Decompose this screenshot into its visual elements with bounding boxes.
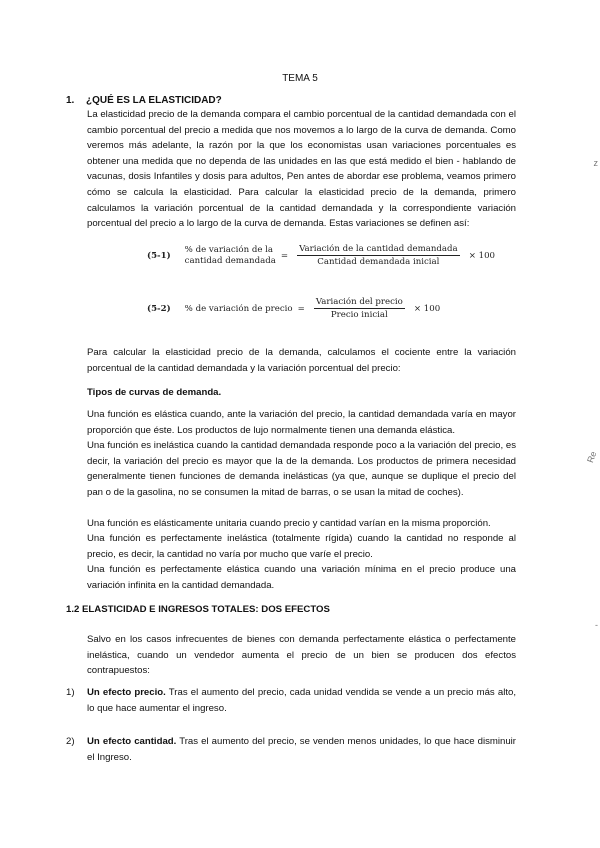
formula-5-2-times: × 100 [413,303,441,314]
formula-5-1-denominator: Cantidad demandada inicial [317,257,440,267]
tipos-heading: Tipos de curvas de demanda. [87,387,222,398]
list-item-body [87,734,516,765]
section-1-2-heading: 1.2 ELASTICIDAD E INGRESOS TOTALES: DOS EFECTOS [66,604,330,615]
formula-5-2 [147,297,445,320]
formula-5-2-equals: = [297,303,305,314]
formula-5-2-numerator: Variación del precio [315,297,403,307]
list-item-title: Un efecto precio. [87,687,166,698]
page-title: TEMA 5 [282,73,318,84]
margin-mark-1: z [593,158,598,168]
margin-mark-3: - [595,620,598,630]
list-item-number: 1) [66,687,75,698]
list-item-text: Tras el aumento del precio, se venden menos unidades, lo que hace disminuir el Ingreso. [87,736,516,763]
tipo-inelastica: Una función es inelástica cuando la cantidad demandada responde poco a la variación del precio, es decir, la variación del precio es mayor que la de la demanda. Los productos de primera necesidad generalmente tienen funciones de demanda inelásticas (ya que, aunque se duplique el precio del pan o de la gasolina, no se consumen la mitad de barras, o se usan la mitad de coches). [87,440,516,498]
list-item-number: 2) [66,736,75,747]
margin-mark-2: Re [585,449,599,465]
list-item-efecto-precio [66,685,516,716]
section-1-title: ¿QUÉ ES LA ELASTICIDAD? [86,95,222,106]
section-1-intro: La elasticidad precio de la demanda compara el cambio porcentual de la cantidad demandada con el cambio porcentual del precio a medida que nos movemos a lo largo de la curva de demanda. Como veremos más adelante, la razón por la que los economistas usan variaciones porcentuales es obtener una medida que no dependa de las unidades en las que está medido el bien - hablando de vacunas, dosis Infantiles y dosis para adultos, Pen antes de abordar ese problema, veamos primero cómo se calcula la elasticidad. Para calcular la elasticidad precio de la demanda, primero calculamos la variación porcentual de la cantidad demandada y la correspondiente variación porcentual del precio a lo largo de la curva de demanda. Estas variaciones se definen así: [87,109,516,230]
formula-5-1-lhs [185,245,276,267]
tipo-perfectamente-elastica: Una función es perfectamente elástica cuando una variación mínima en el precio produce una variación infinita en la cantidad demandada. [87,564,516,591]
formula-5-1-times: × 100 [468,250,496,261]
formula-5-1-lhs-line1: % de variación de la [184,244,274,255]
formula-5-1 [147,244,500,267]
section-1-heading [66,95,222,106]
list-item-title: Un efecto cantidad. [87,736,177,747]
formula-5-2-label: (5-2) [147,303,171,314]
section-1-2-intro: Salvo en los casos infrecuentes de bienes con demanda perfectamente elástica o perfectamente inelástica, cuando un vendedor aumenta el precio de un bien se producen dos efectos contrapuestos: [87,634,516,677]
list-item-text: Tras el aumento del precio, cada unidad vendida se vende a un precio más alto, lo que hace aumentar el ingreso. [87,687,516,714]
formula-5-1-label: (5-1) [147,250,171,261]
tipo-unitaria: Una función es elásticamente unitaria cuando precio y cantidad varían en la misma proporción. [87,518,491,529]
formula-5-1-equals: = [280,250,289,261]
formula-5-1-lhs-line2: cantidad demandada [184,255,276,266]
formula-5-2-lhs: % de variación de precio [184,303,293,314]
tipo-perfectamente-inelastica: Una función es perfectamente inelástica (totalmente rígida) cuando la cantidad no responde al precio, es decir, la cantidad no varía por mucho que varíe el precio. [87,533,516,560]
formula-5-2-denominator: Precio inicial [330,310,388,320]
formula-5-2-fraction [314,297,405,320]
formula-5-1-fraction [297,244,460,267]
formula-5-1-numerator: Variación de la cantidad demandada [299,244,458,254]
list-item-efecto-cantidad [66,734,516,765]
list-item-body [87,685,516,716]
section-1-number: 1. [66,95,75,106]
ratio-paragraph: Para calcular la elasticidad precio de la demanda, calculamos el cociente entre la variación porcentual de la cantidad demandada y la variación porcentual del precio: [87,347,516,374]
tipo-elastica: Una función es elástica cuando, ante la variación del precio, la cantidad demandada varía en mayor proporción que éste. Los productos de lujo normalmente tienen una demanda elástica. [87,409,516,436]
